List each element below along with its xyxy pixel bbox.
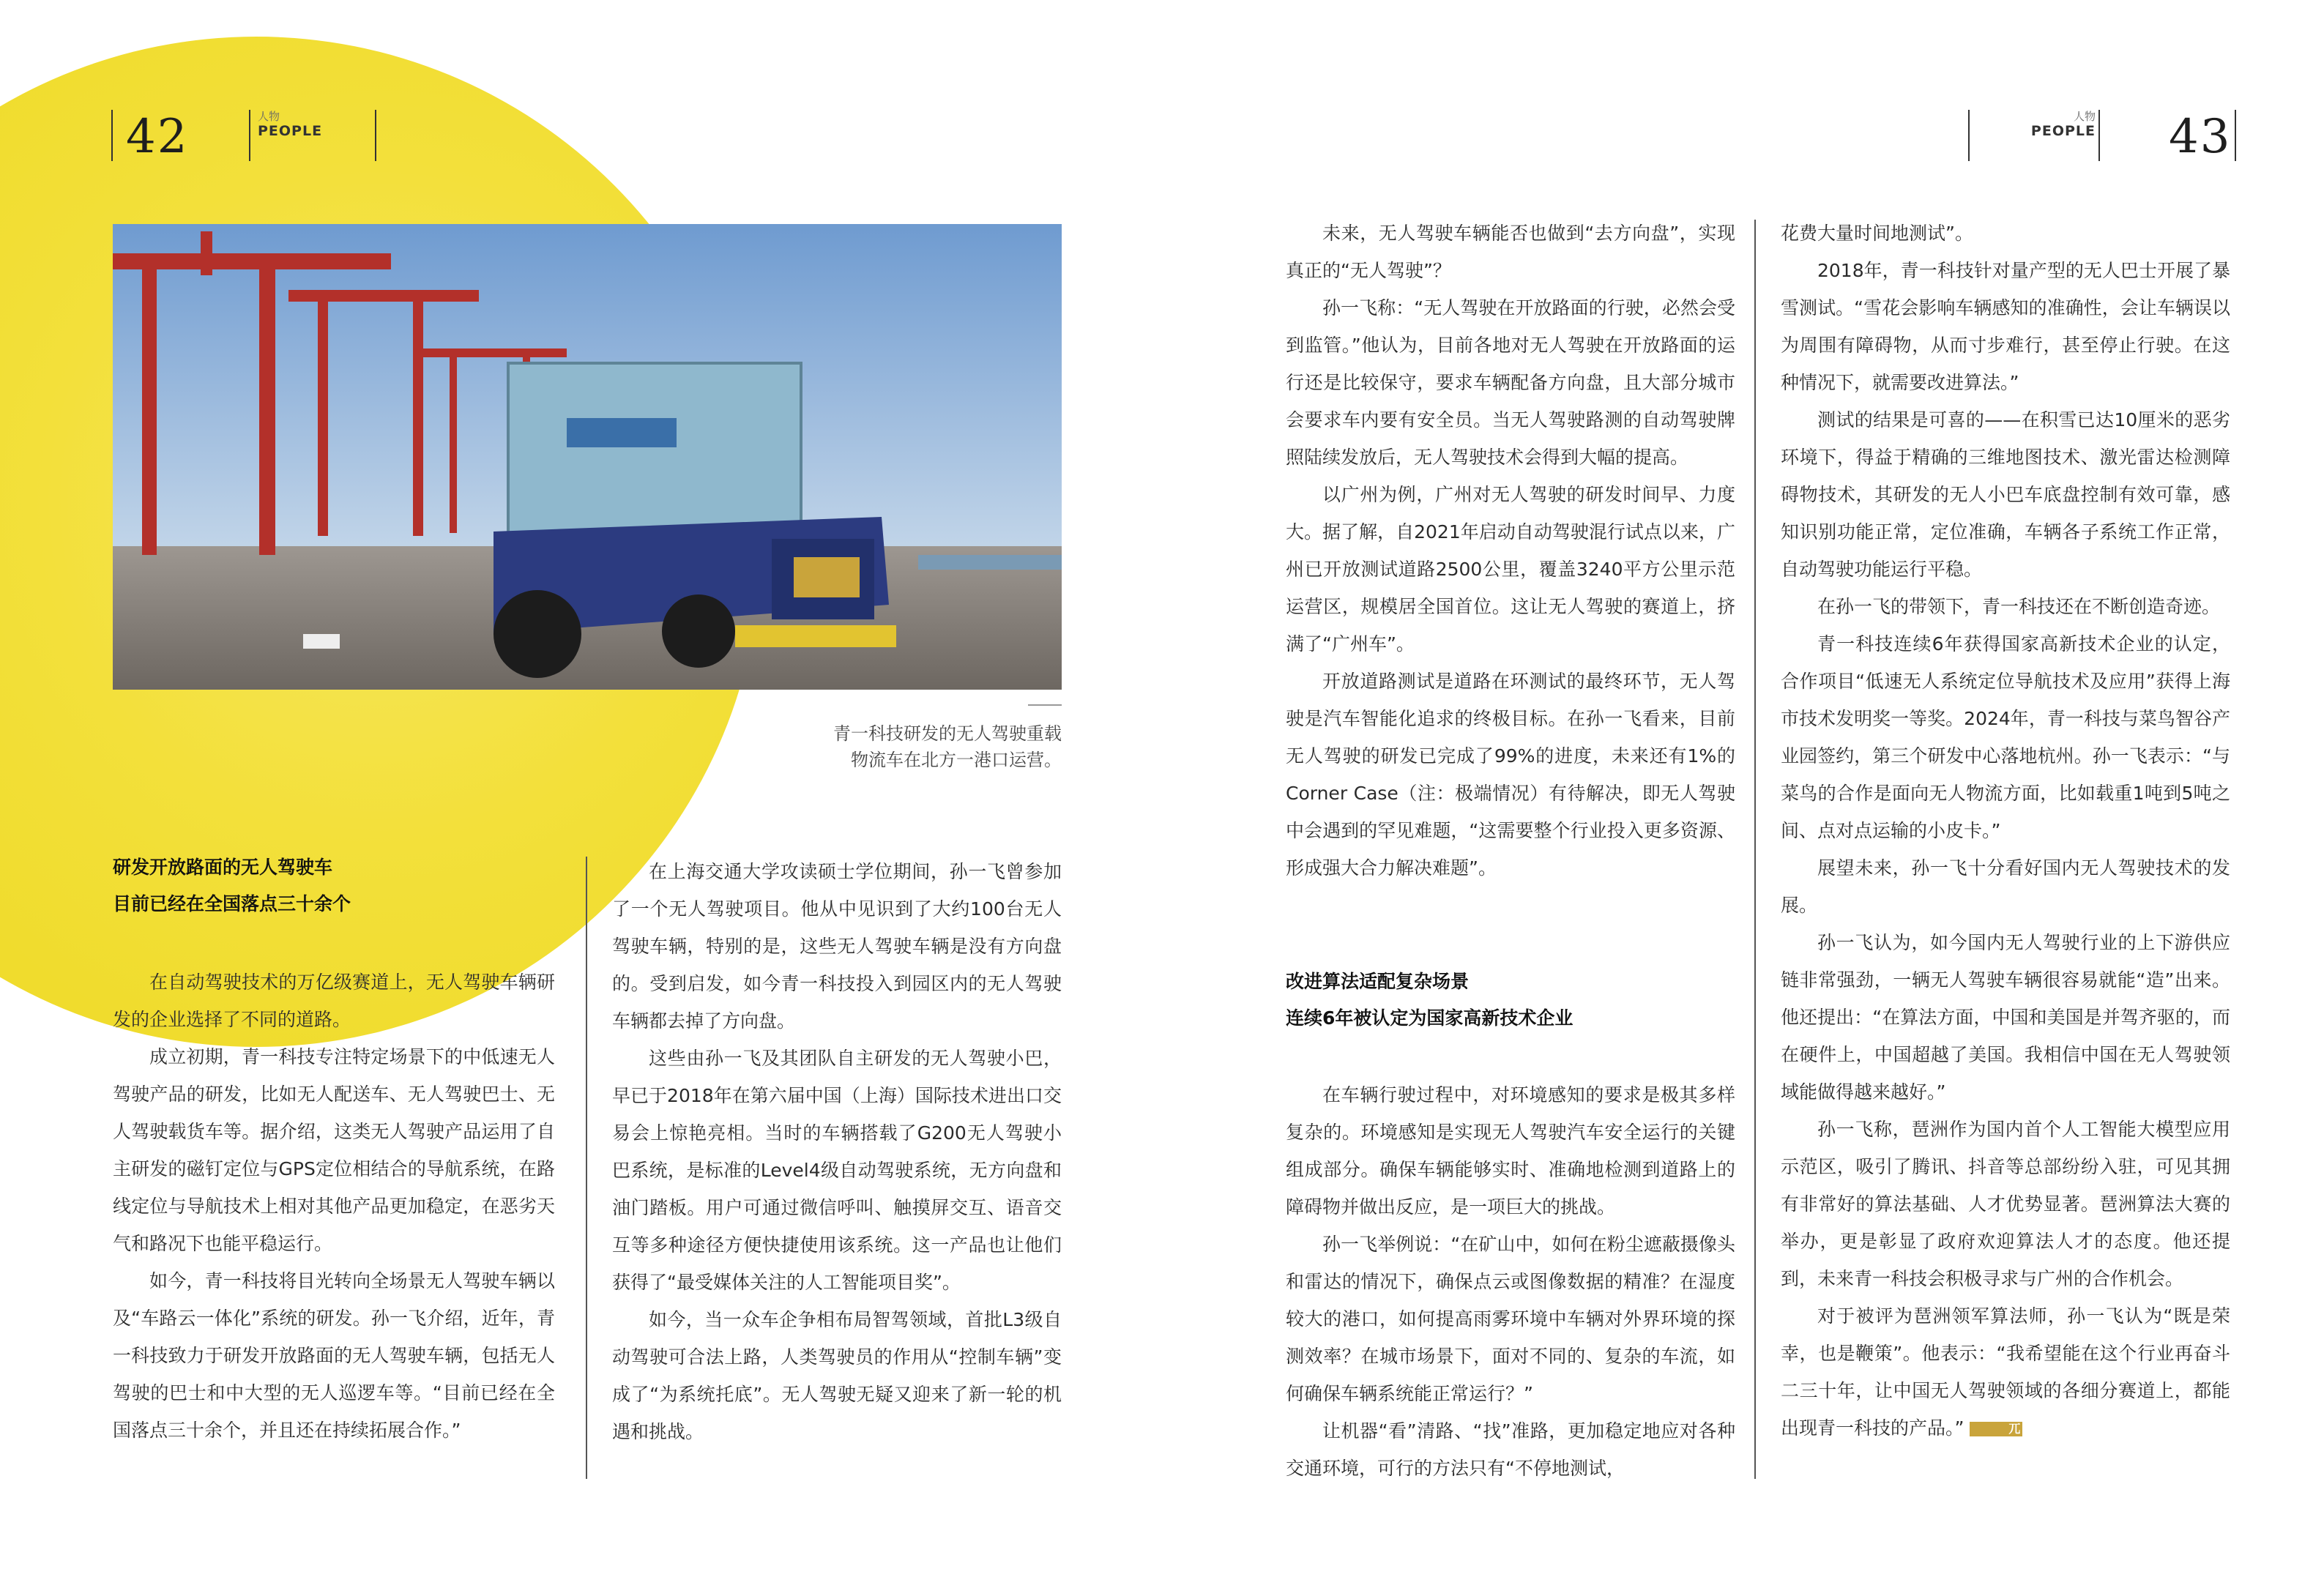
section-tag-zh: 人物 — [258, 110, 280, 123]
page-number-right: 43 — [2169, 110, 2232, 164]
column-divider-right — [1754, 220, 1756, 1479]
paragraph: 孙一飞举例说：“在矿山中，如何在粉尘遮蔽摄像头和雷达的情况下，确保点云或图像数据的精准？在湿度较大的港口，如何提高雨雾环境中车辆对外界环境的探测效率？在城市场景下，面对不同的、复杂的车流，如何确保车辆系统能正常运行？” — [1286, 1234, 1735, 1404]
paragraph — [1781, 1297, 2230, 1447]
section-tag-left — [258, 110, 322, 139]
paragraph: 花费大量时间地测试”。 — [1781, 223, 1973, 244]
end-of-article-mark: 兀 — [1970, 1422, 2022, 1436]
page-number-right-rule — [2235, 110, 2236, 161]
header-rule-right-start — [1968, 110, 1970, 161]
right-column-4 — [1781, 215, 2230, 1447]
article-photo-autonomous-truck — [113, 224, 1062, 690]
left-heading-line-2: 目前已经在全国落点三十余个 — [113, 893, 351, 914]
last-paragraph-text: 对于被评为琶洲领军算法师，孙一飞认为“既是荣幸，也是鞭策”。他表示：“我希望能在这个行业再奋斗二三十年，让中国无人驾驶领域的各细分赛道上，都能出现青一科技的产品。” — [1781, 1305, 2230, 1439]
section-tag-right — [2022, 110, 2096, 139]
section-tag-right-rule — [2098, 110, 2100, 161]
paragraph: 开放道路测试是道路在环测试的最终环节，无人驾驶是汽车智能化追求的终极目标。在孙一飞看来，目前无人驾驶的研发已完成了99%的进度，未来还有1%的Corner Case（注：极端情况）有待解决，即无人驾驶中会遇到的罕见难题，“这需要整个行业投入更多资源、形成强大合力解决难题”。 — [1286, 671, 1735, 879]
paragraph: 让机器“看”清路、“找”准路，更加稳定地应对各种交通环境，可行的方法只有“不停地测试， — [1286, 1420, 1735, 1479]
paragraph: 如今，青一科技将目光转向全场景无人驾驶车辆以及“车路云一体化”系统的研发。孙一飞介绍，近年，青一科技致力于研发开放路面的无人驾驶车辆，包括无人驾驶的巴士和中大型的无人巡逻车等。“目前已经在全国落点三十余个，并且还在持续拓展合作。” — [113, 1270, 555, 1441]
left-column-2 — [612, 853, 1062, 1450]
right-heading-line-2: 连续6年被认定为国家高新技术企业 — [1286, 1007, 1573, 1029]
page-number-left: 42 — [126, 110, 189, 164]
paragraph: 展望未来，孙一飞十分看好国内无人驾驶技术的发展。 — [1781, 857, 2230, 916]
caption-rule — [1028, 704, 1062, 706]
paragraph: 成立初期，青一科技专注特定场景下的中低速无人驾驶产品的研发，比如无人配送车、无人驾驶巴士、无人驾驶载货车等。据介绍，这类无人驾驶产品运用了自主研发的磁钉定位与GPS定位相结合的导航系统，在路线定位与导航技术上相对其他产品更加稳定，在恶劣天气和路况下也能平稳运行。 — [113, 1046, 555, 1254]
paragraph: 未来，无人驾驶车辆能否也做到“去方向盘”，实现真正的“无人驾驶”？ — [1286, 223, 1735, 281]
column-divider-left — [586, 857, 587, 1479]
section-tag-en: PEOPLE — [2030, 123, 2096, 139]
section-tag-zh: 人物 — [2073, 110, 2096, 123]
page-number-left-rule — [111, 110, 113, 161]
section-tag-en: PEOPLE — [258, 123, 323, 139]
right-heading-line-1: 改进算法适配复杂场景 — [1286, 971, 1470, 992]
paragraph: 在上海交通大学攻读硕士学位期间，孙一飞曾参加了一个无人驾驶项目。他从中见识到了大约100台无人驾驶车辆，特别的是，这些无人驾驶车辆是没有方向盘的。受到启发，如今青一科技投入到园区内的无人驾驶车辆都去掉了方向盘。 — [612, 861, 1062, 1032]
paragraph: 测试的结果是可喜的——在积雪已达10厘米的恶劣环境下，得益于精确的三维地图技术、激光雷达检测障碍物技术，其研发的无人小巴车底盘控制有效可靠，感知识别功能正常，定位准确，车辆各子系统工作正常，自动驾驶功能运行平稳。 — [1781, 409, 2230, 580]
right-section-heading — [1286, 963, 1735, 1037]
paragraph: 孙一飞称，琶洲作为国内首个人工智能大模型应用示范区，吸引了腾讯、抖音等总部纷纷入驻，可见其拥有非常好的算法基础、人才优势显著。琶洲算法大赛的举办，更是彰显了政府欢迎算法人才的态度。他还提到，未来青一科技会积极寻求与广州的合作机会。 — [1781, 1119, 2230, 1289]
right-column-3-bottom — [1286, 1076, 1735, 1487]
paragraph: 孙一飞称：“无人驾驶在开放路面的行驶，必然会受到监管。”他认为，目前各地对无人驾驶在开放路面的运行还是比较保守，要求车辆配备方向盘，且大部分城市会要求车内要有安全员。当无人驾驶路测的自动驾驶牌照陆续发放后，无人驾驶技术会得到大幅的提高。 — [1286, 297, 1735, 468]
paragraph: 2018年，青一科技针对量产型的无人巴士开展了暴雪测试。“雪花会影响车辆感知的准确性，会让车辆误以为周围有障碍物，从而寸步难行，甚至停止行驶。在这种情况下，就需要改进算法。” — [1781, 260, 2230, 393]
paragraph: 以广州为例，广州对无人驾驶的研发时间早、力度大。据了解，自2021年启动自动驾驶混行试点以来，广州已开放测试道路2500公里，覆盖3240平方公里示范运营区，规模居全国首位。这让无人驾驶的赛道上，挤满了“广州车”。 — [1286, 484, 1735, 655]
paragraph: 在自动驾驶技术的万亿级赛道上，无人驾驶车辆研发的企业选择了不同的道路。 — [113, 972, 555, 1030]
left-heading-line-1: 研发开放路面的无人驾驶车 — [113, 857, 333, 878]
paragraph: 如今，当一众车企争相布局智驾领域，首批L3级自动驾驶可合法上路，人类驾驶员的作用从“控制车辆”变成了“为系统托底”。无人驾驶无疑又迎来了新一轮的机遇和挑战。 — [612, 1309, 1062, 1442]
paragraph: 这些由孙一飞及其团队自主研发的无人驾驶小巴，早已于2018年在第六届中国（上海）国际技术进出口交易会上惊艳亮相。当时的车辆搭载了G200无人驾驶小巴系统，是标准的Level4级自动驾驶系统，无方向盘和油门踏板。用户可通过微信呼叫、触摸屏交互、语音交互等多种途径方便快捷使用该系统。这一产品也让他们获得了“最受媒体关注的人工智能项目奖”。 — [612, 1048, 1062, 1293]
paragraph: 在车辆行驶过程中，对环境感知的要求是极其多样复杂的。环境感知是实现无人驾驶汽车安全运行的关键组成部分。确保车辆能够实时、准确地检测到道路上的障碍物并做出反应，是一项巨大的挑战。 — [1286, 1084, 1735, 1218]
right-column-3 — [1286, 215, 1735, 887]
photo-caption-line-1: 青一科技研发的无人驾驶重载 — [833, 723, 1062, 744]
photo-caption — [769, 720, 1062, 773]
paragraph: 在孙一飞的带领下，青一科技还在不断创造奇迹。 — [1817, 596, 2221, 617]
paragraph: 青一科技连续6年获得国家高新技术企业的认定，合作项目“低速无人系统定位导航技术及应用”获得上海市技术发明奖一等奖。2024年，青一科技与菜鸟智谷产业园签约，第三个研发中心落地杭州。孙一飞表示：“与菜鸟的合作是面向无人物流方面，比如载重1吨到5吨之间、点对点运输的小皮卡。” — [1781, 633, 2230, 841]
paragraph: 孙一飞认为，如今国内无人驾驶行业的上下游供应链非常强劲，一辆无人驾驶车辆很容易就能“造”出来。他还提出：“在算法方面，中国和美国是并驾齐驱的，而在硬件上，中国超越了美国。我相信中国在无人驾驶领域能做得越来越好。” — [1781, 932, 2230, 1103]
left-section-heading — [113, 849, 552, 922]
section-tag-left-rule — [249, 110, 250, 161]
photo-caption-line-2: 物流车在北方一港口运营。 — [851, 750, 1062, 770]
left-column-1 — [113, 963, 555, 1449]
header-rule-left-end — [375, 110, 376, 161]
